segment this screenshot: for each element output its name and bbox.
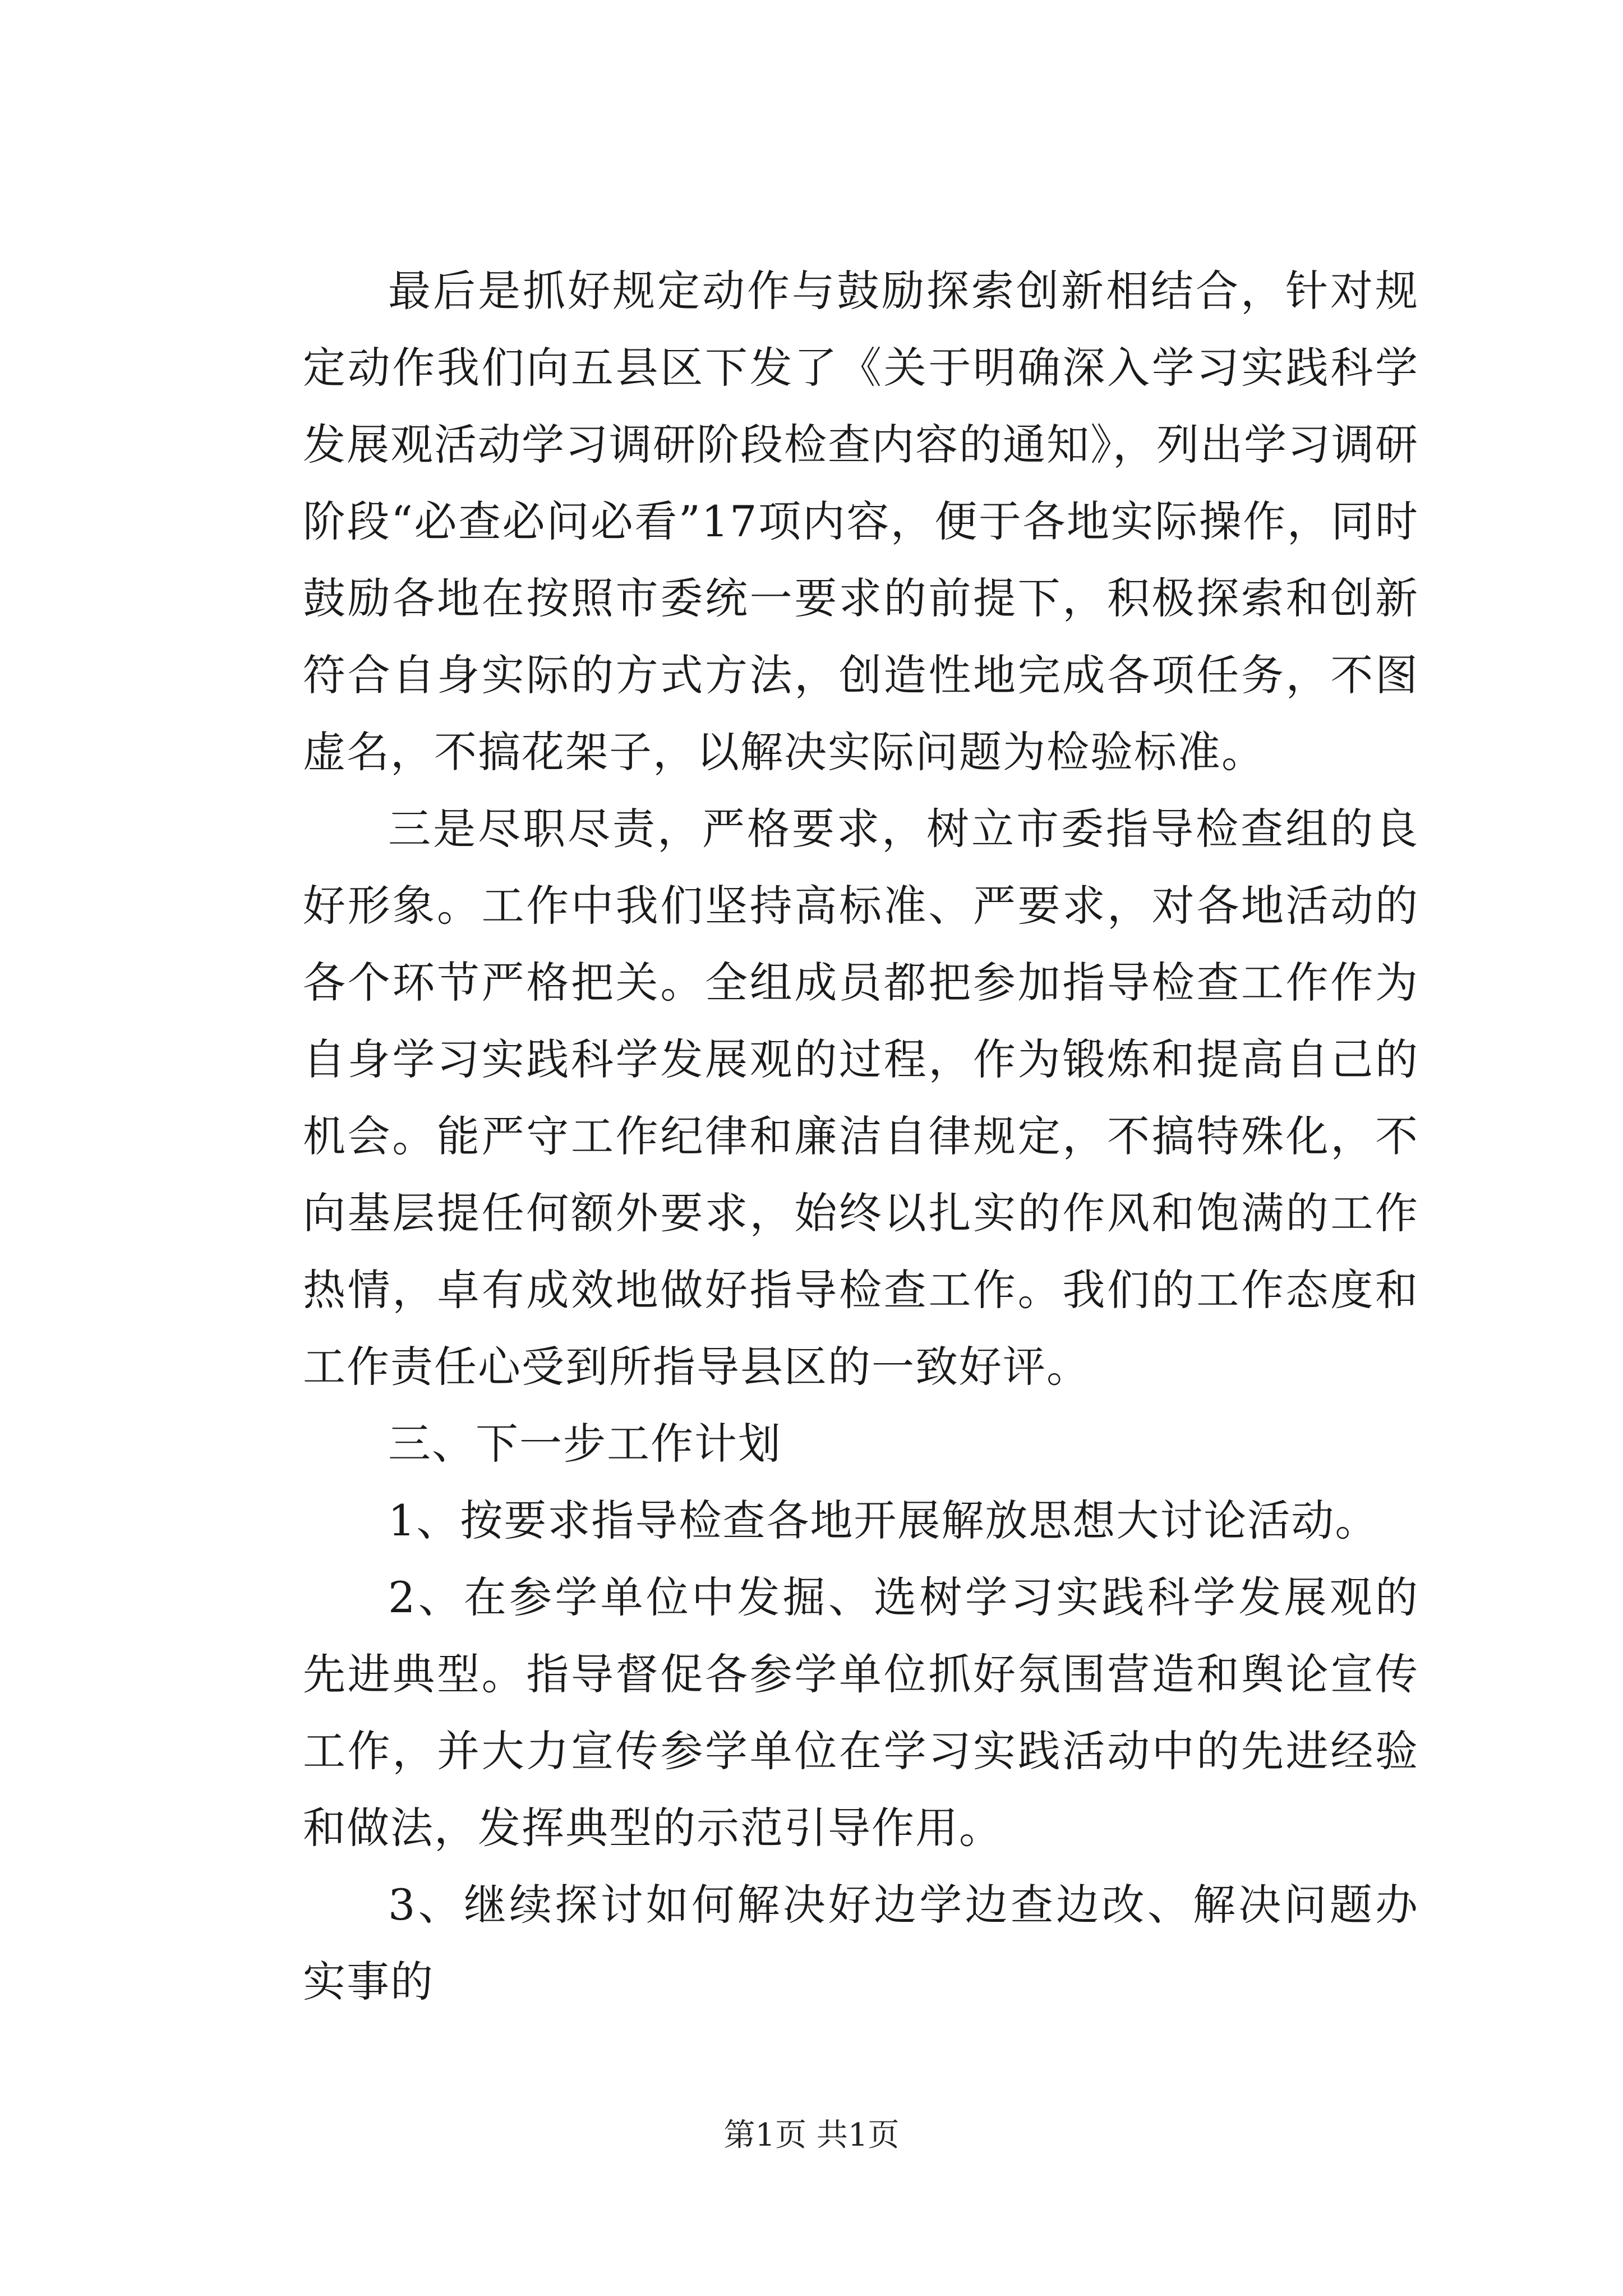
paragraph-responsibility: 三是尽职尽责，严格要求，树立市委指导检查组的良好形象。工作中我们坚持高标准、严要求，对各地活动的各个环节严格把关。全组成员都把参加指导检查工作作为自身学习实践科学发展观的过程，作为锻炼和提高自己的机会。能严守工作纪律和廉洁自律规定，不搞特殊化，不向基层提任何额外要求，始终以扎实的作风和饱满的工作热情，卓有成效地做好指导检查工作。我们的工作态度和工作责任心受到所指导县区的一致好评。 [303,804,1419,1392]
section-heading-next-steps: 三、下一步工作计划 [388,1419,782,1469]
paragraph-innovation: 最后是抓好规定动作与鼓励探索创新相结合，针对规定动作我们向五县区下发了《关于明确深入学习实践科学发展观活动学习调研阶段检查内容的通知》，列出学习调研阶段“必查必问必看”17项内容，便于各地实际操作，同时鼓励各地在按照市委统一要求的前提下，积极探索和创新符合自身实际的方式方法，创造性地完成各项任务，不图虚名，不搞花架子，以解决实际问题为检验标准。 [303,266,1419,777]
page-footer: 第1页 共1页 [723,2117,900,2154]
list-item-2: 2、在参学单位中发掘、选树学习实践科学发展观的先进典型。指导督促各参学单位抓好氛围营造和舆论宣传工作，并大力宣传参学单位在学习实践活动中的先进经验和做法，发挥典型的示范引导作用。 [303,1572,1419,1853]
list-item-1: 1、按要求指导检查各地开展解放思想大讨论活动。 [388,1496,1379,1545]
document-body [303,252,1419,2020]
list-item-3: 3、继续探讨如何解决好边学边查边改、解决问题办实事的 [303,1880,1419,2007]
